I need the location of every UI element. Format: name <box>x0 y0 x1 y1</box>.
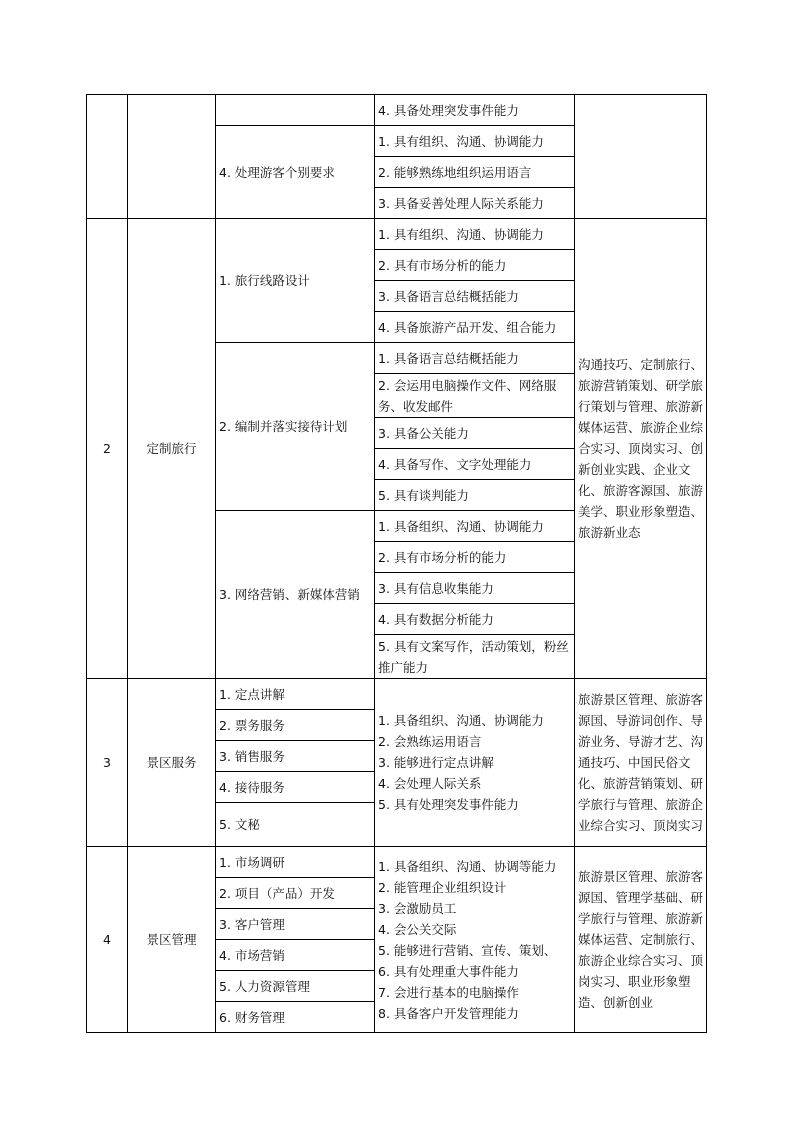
ability-line: 3. 会激励员工 <box>378 900 457 916</box>
ability-cell: 1. 具备组织、沟通、协调能力 <box>375 511 575 542</box>
ability-cell: 3. 具有信息收集能力 <box>375 573 575 604</box>
ability-cell: 1. 具有组织、沟通、协调能力 <box>375 219 575 250</box>
ability-cell <box>375 374 575 418</box>
courses-text: 旅游景区管理、旅游客源国、导游词创作、导游业务、导游才艺、沟通技巧、中国民俗文化、旅游营销策划、研学旅行与管理、旅游企业综合实习、顶岗实习 <box>578 692 704 833</box>
ability-line: 1. 具备组织、沟通、协调能力 <box>378 713 544 728</box>
ability-cell <box>375 679 575 847</box>
ability-line: 8. 具备客户开发管理能力 <box>378 1005 519 1021</box>
ability-cell: 2. 能够熟练地组织运用语言 <box>375 157 575 188</box>
ability-line: 5. 具有处理突发事件能力 <box>378 797 519 812</box>
task-cell: 3. 网络营销、新媒体营销 <box>216 511 375 679</box>
ability-cell: 3. 具备妥善处理人际关系能力 <box>375 188 575 219</box>
row-number-cell: 3 <box>87 679 128 847</box>
ability-cell: 4. 具有数据分析能力 <box>375 604 575 635</box>
ability-line: 5. 能够进行营销、宣传、策划、 <box>378 942 557 958</box>
ability-text: 5. 具有文案写作，活动策划，粉丝推广能力 <box>378 638 569 675</box>
ability-line: 4. 会公关交际 <box>378 921 457 937</box>
ability-cell: 4. 具备处理突发事件能力 <box>375 95 575 126</box>
ability-line: 6. 具有处理重大事件能力 <box>378 963 519 979</box>
ability-cell <box>375 635 575 679</box>
task-cell: 3. 销售服务 <box>216 741 375 772</box>
task-cell: 2. 项目（产品）开发 <box>216 878 375 909</box>
ability-cell: 4. 具备写作、文字处理能力 <box>375 449 575 480</box>
ability-line: 2. 会熟练运用语言 <box>378 734 482 749</box>
ability-cell: 3. 具备公关能力 <box>375 418 575 449</box>
task-cell: 2. 票务服务 <box>216 710 375 741</box>
training-table <box>86 94 707 1033</box>
ability-cell: 3. 具备语言总结概括能力 <box>375 281 575 312</box>
ability-text: 2. 会运用电脑操作文件、网络服务、收发邮件 <box>378 377 557 414</box>
ability-cell: 1. 具备语言总结概括能力 <box>375 343 575 374</box>
job-field-cell: 定制旅行 <box>128 219 216 679</box>
job-field-cell <box>128 95 216 219</box>
courses-cell <box>575 219 707 679</box>
ability-line: 1. 具备组织、沟通、协调等能力 <box>378 858 557 874</box>
ability-cell <box>375 847 575 1033</box>
task-cell: 3. 客户管理 <box>216 909 375 940</box>
ability-line: 3. 能够进行定点讲解 <box>378 755 494 770</box>
ability-line: 7. 会进行基本的电脑操作 <box>378 984 519 1000</box>
ability-line: 4. 会处理人际关系 <box>378 776 482 791</box>
row-number-cell: 2 <box>87 219 128 679</box>
ability-cell: 5. 具有谈判能力 <box>375 480 575 511</box>
courses-cell <box>575 679 707 847</box>
task-cell: 4. 接待服务 <box>216 772 375 803</box>
row-number-cell: 4 <box>87 847 128 1033</box>
job-field-cell: 景区服务 <box>128 679 216 847</box>
ability-cell: 4. 具备旅游产品开发、组合能力 <box>375 312 575 343</box>
task-cell <box>216 95 375 126</box>
ability-line: 2. 能管理企业组织设计 <box>378 879 507 895</box>
courses-text: 沟通技巧、定制旅行、旅游营销策划、研学旅行策划与管理、旅游新媒体运营、旅游企业综合实习、顶岗实习、创新创业实践、企业文化、旅游客源国、旅游美学、职业形象塑造、旅游新业态 <box>578 357 704 540</box>
task-cell: 4. 市场营销 <box>216 940 375 971</box>
ability-cell: 1. 具有组织、沟通、协调能力 <box>375 126 575 157</box>
courses-cell <box>575 95 707 219</box>
task-cell: 6. 财务管理 <box>216 1002 375 1033</box>
ability-cell: 2. 具有市场分析的能力 <box>375 250 575 281</box>
job-field-cell: 景区管理 <box>128 847 216 1033</box>
task-cell: 1. 市场调研 <box>216 847 375 878</box>
task-cell: 5. 人力资源管理 <box>216 971 375 1002</box>
courses-cell <box>575 847 707 1033</box>
courses-text: 旅游景区管理、旅游客源国、管理学基础、研学旅行与管理、旅游新媒体运营、定制旅行、旅游企业综合实习、顶岗实习、职业形象塑造、创新创业 <box>578 869 704 1010</box>
task-cell: 2. 编制并落实接待计划 <box>216 343 375 511</box>
task-cell: 4. 处理游客个别要求 <box>216 126 375 219</box>
task-cell: 1. 旅行线路设计 <box>216 219 375 343</box>
row-number-cell <box>87 95 128 219</box>
ability-cell: 2. 具有市场分析的能力 <box>375 542 575 573</box>
task-cell: 5. 文秘 <box>216 803 375 847</box>
task-cell: 1. 定点讲解 <box>216 679 375 710</box>
